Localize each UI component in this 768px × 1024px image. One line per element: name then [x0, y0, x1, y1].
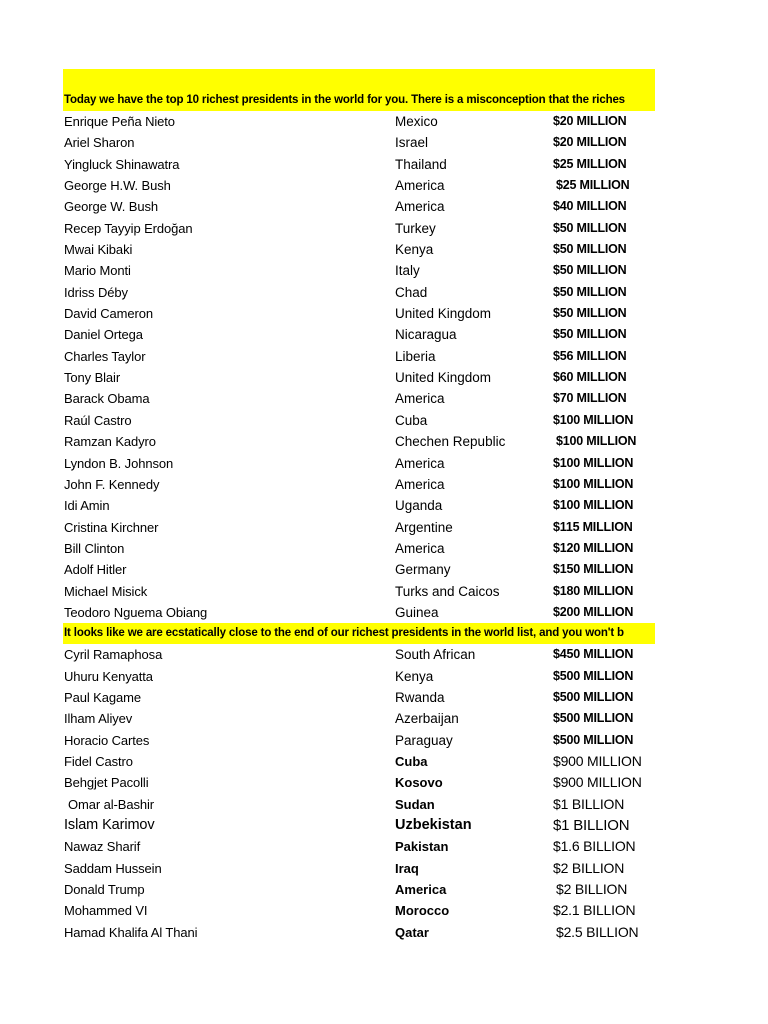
- intro-banner: [63, 69, 655, 111]
- country-name: Cuba: [395, 412, 428, 428]
- country-name: Turks and Caicos: [395, 583, 500, 599]
- net-worth: $100 MILLION: [553, 476, 634, 491]
- president-name: Bill Clinton: [64, 540, 125, 556]
- table-row: [63, 495, 655, 516]
- country-name: America: [395, 476, 445, 492]
- table-row: [63, 154, 655, 175]
- president-name: Lyndon B. Johnson: [64, 455, 174, 471]
- country-name: America: [395, 455, 445, 471]
- table-row: [63, 836, 655, 857]
- country-name: Uganda: [395, 498, 443, 514]
- president-name: Fidel Castro: [64, 753, 133, 769]
- net-worth: $50 MILLION: [553, 327, 627, 342]
- country-name: Rwanda: [395, 689, 445, 705]
- net-worth: $1.6 BILLION: [553, 838, 636, 855]
- net-worth: $500 MILLION: [553, 668, 634, 683]
- president-name: Daniel Ortega: [64, 327, 143, 343]
- country-name: Kenya: [395, 668, 434, 684]
- president-name: Uhuru Kenyatta: [64, 668, 153, 684]
- president-name: Ariel Sharon: [64, 135, 135, 151]
- net-worth: $100 MILLION: [553, 412, 634, 427]
- president-name: David Cameron: [64, 306, 154, 322]
- president-name: Hamad Khalifa Al Thani: [64, 924, 198, 940]
- net-worth: $500 MILLION: [553, 711, 634, 726]
- president-name: Mario Monti: [64, 263, 131, 279]
- president-name: Cyril Ramaphosa: [64, 647, 163, 663]
- country-name: Germany: [395, 562, 451, 578]
- country-name: South African: [395, 647, 476, 663]
- president-name: Paul Kagame: [64, 689, 141, 705]
- president-name: Nawaz Sharif: [64, 839, 141, 855]
- president-name: Michael Misick: [64, 583, 148, 599]
- country-name: Sudan: [395, 796, 435, 812]
- net-worth: $450 MILLION: [553, 647, 634, 662]
- intro-banner-text: Today we have the top 10 richest presidents in the world for you. There is a misconception that the riches: [64, 94, 625, 106]
- table-row: [63, 538, 655, 559]
- president-name: Mwai Kibaki: [64, 242, 133, 258]
- net-worth: $900 MILLION: [553, 774, 642, 791]
- president-name: Mohammed VI: [64, 903, 148, 919]
- presidents-list-part-1: [63, 111, 655, 623]
- net-worth: $40 MILLION: [553, 199, 627, 214]
- president-name: Ilham Aliyev: [64, 711, 133, 727]
- net-worth: $900 MILLION: [553, 752, 642, 769]
- table-row: [63, 879, 655, 900]
- net-worth: $2 BILLION: [553, 859, 625, 876]
- president-name: Omar al-Bashir: [68, 796, 155, 812]
- table-row: [63, 453, 655, 474]
- president-name: Saddam Hussein: [64, 860, 162, 876]
- net-worth: $500 MILLION: [553, 732, 634, 747]
- country-name: Azerbaijan: [395, 711, 459, 727]
- net-worth: $20 MILLION: [553, 135, 627, 150]
- table-row: [63, 751, 655, 772]
- country-name: Pakistan: [395, 839, 449, 855]
- country-name: Liberia: [395, 348, 436, 364]
- country-name: Morocco: [395, 903, 450, 919]
- president-name: Teodoro Nguema Obiang: [64, 604, 208, 620]
- country-name: Paraguay: [395, 732, 453, 748]
- table-row: [63, 132, 655, 153]
- mid-banner-text: It looks like we are ecstatically close to the end of our richest presidents in the world list, and you won't b: [64, 627, 624, 640]
- net-worth: $25 MILLION: [553, 156, 627, 171]
- table-row: [63, 900, 655, 921]
- table-row: [63, 708, 655, 729]
- spreadsheet: [63, 69, 655, 943]
- country-name: Thailand: [395, 156, 447, 172]
- country-name: Israel: [395, 135, 429, 151]
- net-worth: $50 MILLION: [553, 242, 627, 257]
- table-row: [63, 687, 655, 708]
- table-row: [63, 260, 655, 281]
- net-worth: $150 MILLION: [553, 562, 634, 577]
- president-name: Recep Tayyip Erdoğan: [64, 220, 193, 236]
- table-row: [63, 772, 655, 793]
- table-row: [63, 282, 655, 303]
- table-row: [63, 922, 655, 943]
- president-name: John F. Kennedy: [64, 476, 160, 492]
- table-row: [63, 815, 655, 836]
- table-row: [63, 388, 655, 409]
- president-name: Raúl Castro: [64, 412, 132, 428]
- president-name: George W. Bush: [64, 199, 158, 215]
- table-row: [63, 517, 655, 538]
- table-row: [63, 559, 655, 580]
- president-name: Behgjet Pacolli: [64, 775, 149, 791]
- net-worth: $60 MILLION: [553, 370, 627, 385]
- country-name: Uzbekistan: [395, 817, 472, 833]
- country-name: Mexico: [395, 114, 438, 129]
- president-name: Enrique Peña Nieto: [64, 114, 175, 129]
- president-name: George H.W. Bush: [64, 178, 171, 194]
- president-name: Adolf Hitler: [64, 562, 127, 578]
- country-name: Chechen Republic: [395, 434, 506, 450]
- net-worth: $2.1 BILLION: [553, 902, 636, 919]
- president-name: Cristina Kirchner: [64, 519, 159, 535]
- country-name: Iraq: [395, 860, 419, 876]
- table-row: [63, 111, 655, 132]
- table-row: [63, 175, 655, 196]
- table-row: [63, 431, 655, 452]
- country-name: Nicaragua: [395, 327, 457, 343]
- country-name: America: [395, 199, 445, 215]
- president-name: Horacio Cartes: [64, 732, 150, 748]
- table-row: [63, 794, 655, 815]
- net-worth: $100 MILLION: [556, 434, 637, 449]
- country-name: United Kingdom: [395, 370, 492, 386]
- table-row: [63, 303, 655, 324]
- table-row: [63, 239, 655, 260]
- net-worth: $120 MILLION: [553, 540, 634, 555]
- country-name: America: [395, 882, 447, 898]
- country-name: America: [395, 391, 445, 407]
- table-row: [63, 666, 655, 687]
- country-name: Italy: [395, 263, 420, 279]
- net-worth: $50 MILLION: [553, 306, 627, 321]
- president-name: Islam Karimov: [64, 817, 155, 833]
- net-worth: $1 BILLION: [553, 817, 630, 834]
- table-row: [63, 367, 655, 388]
- president-name: Yingluck Shinawatra: [64, 156, 180, 172]
- table-row: [63, 346, 655, 367]
- net-worth: $70 MILLION: [553, 391, 627, 406]
- president-name: Charles Taylor: [64, 348, 146, 364]
- net-worth: $100 MILLION: [553, 498, 634, 513]
- table-row: [63, 581, 655, 602]
- president-name: Tony Blair: [64, 370, 121, 386]
- table-row: [63, 730, 655, 751]
- net-worth: $50 MILLION: [553, 263, 627, 278]
- country-name: America: [395, 178, 445, 194]
- mid-banner: [63, 623, 655, 644]
- net-worth: $200 MILLION: [553, 604, 634, 619]
- president-name: Barack Obama: [64, 391, 150, 407]
- country-name: Cuba: [395, 753, 428, 769]
- table-row: [63, 474, 655, 495]
- net-worth: $115 MILLION: [553, 519, 633, 534]
- table-row: [63, 410, 655, 431]
- net-worth: $1 BILLION: [553, 795, 625, 812]
- country-name: Argentine: [395, 519, 453, 535]
- net-worth: $25 MILLION: [556, 178, 630, 193]
- net-worth: $20 MILLION: [553, 114, 627, 128]
- country-name: Qatar: [395, 924, 429, 940]
- net-worth: $100 MILLION: [553, 455, 634, 470]
- president-name: Idi Amin: [64, 498, 110, 514]
- table-row: [63, 644, 655, 665]
- country-name: Kenya: [395, 242, 434, 258]
- country-name: United Kingdom: [395, 306, 492, 322]
- table-row: [63, 218, 655, 239]
- net-worth: $2 BILLION: [556, 881, 628, 898]
- country-name: America: [395, 540, 445, 556]
- presidents-list-part-2: [63, 644, 655, 943]
- country-name: Turkey: [395, 220, 436, 236]
- table-row: [63, 324, 655, 345]
- table-row: [63, 858, 655, 879]
- net-worth: $56 MILLION: [553, 348, 627, 363]
- net-worth: $2.5 BILLION: [556, 923, 639, 940]
- country-name: Chad: [395, 284, 428, 300]
- country-name: Guinea: [395, 604, 439, 620]
- table-row: [63, 196, 655, 217]
- president-name: Ramzan Kadyro: [64, 434, 156, 450]
- country-name: Kosovo: [395, 775, 443, 791]
- net-worth: $50 MILLION: [553, 284, 627, 299]
- net-worth: $50 MILLION: [553, 220, 627, 235]
- president-name: Idriss Déby: [64, 284, 128, 300]
- net-worth: $180 MILLION: [553, 583, 634, 598]
- table-row: [63, 602, 655, 623]
- president-name: Donald Trump: [64, 882, 145, 898]
- net-worth: $500 MILLION: [553, 689, 634, 704]
